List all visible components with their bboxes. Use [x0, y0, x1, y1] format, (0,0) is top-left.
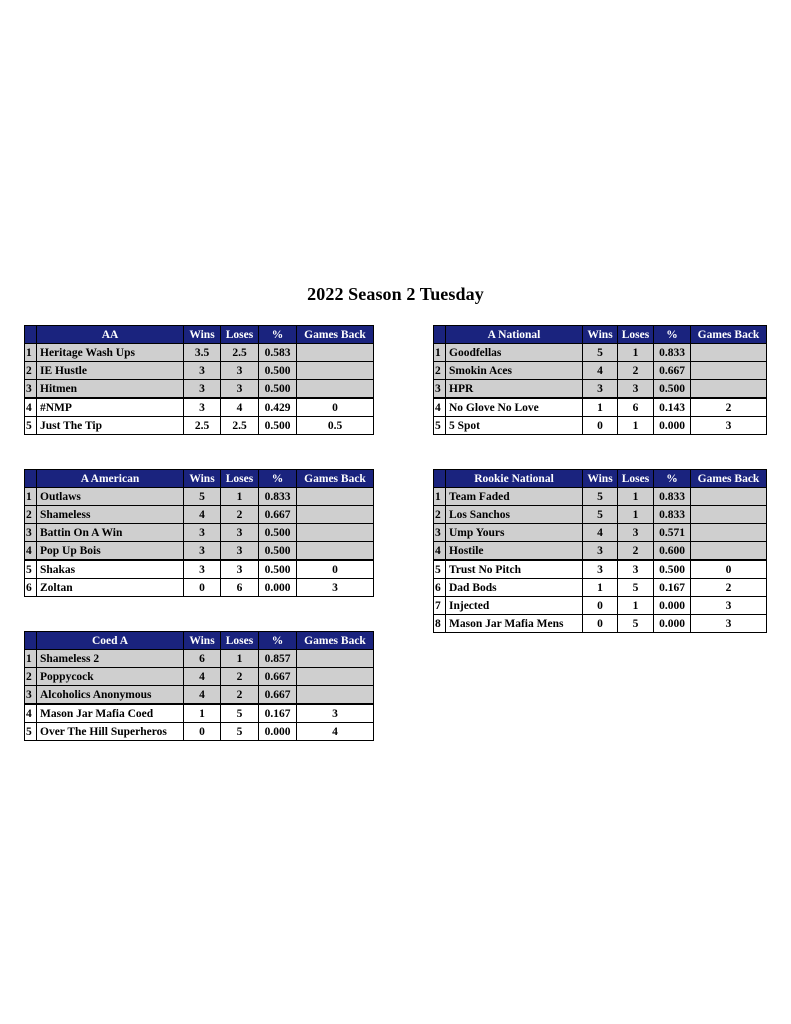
win-pct: 0.600 — [654, 542, 691, 561]
loses: 5 — [618, 579, 654, 597]
team-name: Outlaws — [37, 488, 184, 506]
games-back — [691, 362, 767, 380]
win-pct: 0.571 — [654, 524, 691, 542]
division-name: A American — [37, 470, 184, 488]
games-back — [297, 488, 374, 506]
rank: 4 — [434, 398, 446, 417]
table-row — [434, 380, 767, 399]
table-row — [434, 506, 767, 524]
win-pct: 0.143 — [654, 398, 691, 417]
wins: 3 — [184, 542, 221, 561]
wins-header: Wins — [583, 326, 618, 344]
loses: 2 — [618, 362, 654, 380]
win-pct: 0.167 — [654, 579, 691, 597]
loses: 1 — [618, 344, 654, 362]
games-back: 0 — [691, 560, 767, 579]
standings-table-rookie-national — [433, 469, 767, 633]
team-name: Mason Jar Mafia Mens — [446, 615, 583, 633]
team-name: Shakas — [37, 560, 184, 579]
games-back: 3 — [691, 417, 767, 435]
table-header — [434, 470, 767, 488]
table-row — [25, 362, 374, 380]
wins: 3 — [583, 380, 618, 399]
team-name: Trust No Pitch — [446, 560, 583, 579]
rank: 5 — [25, 723, 37, 741]
wins: 3 — [583, 560, 618, 579]
table-header — [25, 632, 374, 650]
wins: 0 — [184, 723, 221, 741]
loses: 2 — [221, 506, 259, 524]
table-row — [25, 560, 374, 579]
division-name: Coed A — [37, 632, 184, 650]
loses: 1 — [618, 597, 654, 615]
team-name: Ump Yours — [446, 524, 583, 542]
rank: 2 — [25, 362, 37, 380]
loses: 2 — [221, 686, 259, 705]
wins-header: Wins — [184, 632, 221, 650]
win-pct: 0.500 — [259, 560, 297, 579]
wins: 3 — [184, 398, 221, 417]
games-back — [297, 380, 374, 399]
games-back — [691, 542, 767, 561]
loses: 2 — [221, 668, 259, 686]
games-back — [691, 380, 767, 399]
wins: 5 — [583, 344, 618, 362]
win-pct: 0.429 — [259, 398, 297, 417]
standings-table-aa — [24, 325, 374, 435]
pct-header: % — [259, 326, 297, 344]
loses: 1 — [618, 488, 654, 506]
loses: 1 — [618, 506, 654, 524]
win-pct: 0.500 — [259, 417, 297, 435]
rank: 3 — [25, 524, 37, 542]
table-header — [434, 326, 767, 344]
games-back: 2 — [691, 398, 767, 417]
loses: 3 — [221, 524, 259, 542]
wins: 4 — [184, 506, 221, 524]
wins: 4 — [583, 524, 618, 542]
win-pct: 0.500 — [259, 362, 297, 380]
loses: 3 — [221, 362, 259, 380]
wins-header: Wins — [184, 470, 221, 488]
rank: 5 — [25, 560, 37, 579]
table-row — [434, 579, 767, 597]
loses: 5 — [221, 723, 259, 741]
table-row — [25, 506, 374, 524]
team-name: Team Faded — [446, 488, 583, 506]
loses: 5 — [618, 615, 654, 633]
wins: 2.5 — [184, 417, 221, 435]
wins: 4 — [184, 668, 221, 686]
games-back — [297, 344, 374, 362]
games-back — [297, 650, 374, 668]
table-header — [25, 470, 374, 488]
loses: 3 — [618, 380, 654, 399]
rank: 4 — [25, 704, 37, 723]
loses: 3 — [618, 560, 654, 579]
win-pct: 0.667 — [259, 686, 297, 705]
rank: 1 — [25, 650, 37, 668]
loses: 3 — [221, 380, 259, 399]
pct-header: % — [259, 632, 297, 650]
games-back — [691, 524, 767, 542]
win-pct: 0.167 — [259, 704, 297, 723]
wins: 1 — [583, 398, 618, 417]
win-pct: 0.500 — [259, 542, 297, 561]
table-row — [25, 488, 374, 506]
pct-header: % — [259, 470, 297, 488]
loses: 2.5 — [221, 344, 259, 362]
table-row — [434, 417, 767, 435]
loses: 1 — [221, 488, 259, 506]
team-name: Injected — [446, 597, 583, 615]
loses: 2.5 — [221, 417, 259, 435]
team-name: 5 Spot — [446, 417, 583, 435]
team-name: Zoltan — [37, 579, 184, 597]
table-row — [25, 650, 374, 668]
wins-header: Wins — [583, 470, 618, 488]
games-back: 0 — [297, 398, 374, 417]
rank: 1 — [25, 488, 37, 506]
rank: 1 — [25, 344, 37, 362]
pct-header: % — [654, 326, 691, 344]
loses: 1 — [221, 650, 259, 668]
rank: 1 — [434, 488, 446, 506]
loses-header: Loses — [221, 470, 259, 488]
win-pct: 0.500 — [259, 380, 297, 399]
win-pct: 0.833 — [654, 506, 691, 524]
games-back: 3 — [297, 704, 374, 723]
table-row — [25, 524, 374, 542]
table-row — [434, 560, 767, 579]
win-pct: 0.000 — [259, 579, 297, 597]
win-pct: 0.667 — [259, 668, 297, 686]
team-name: HPR — [446, 380, 583, 399]
games-back: 3 — [691, 597, 767, 615]
wins: 3 — [184, 560, 221, 579]
team-name: Poppycock — [37, 668, 184, 686]
rank: 6 — [25, 579, 37, 597]
win-pct: 0.500 — [654, 380, 691, 399]
wins: 0 — [583, 615, 618, 633]
win-pct: 0.833 — [654, 488, 691, 506]
win-pct: 0.500 — [654, 560, 691, 579]
team-name: Shameless — [37, 506, 184, 524]
win-pct: 0.000 — [654, 417, 691, 435]
rank: 2 — [434, 506, 446, 524]
win-pct: 0.500 — [259, 524, 297, 542]
wins: 0 — [184, 579, 221, 597]
team-name: IE Hustle — [37, 362, 184, 380]
wins: 3 — [184, 362, 221, 380]
wins: 3 — [184, 380, 221, 399]
table-header — [25, 326, 374, 344]
wins: 1 — [583, 579, 618, 597]
table-row — [434, 615, 767, 633]
games-back: 0.5 — [297, 417, 374, 435]
rank: 3 — [25, 686, 37, 705]
win-pct: 0.667 — [259, 506, 297, 524]
page-title: 2022 Season 2 Tuesday — [307, 284, 484, 304]
table-row — [25, 686, 374, 705]
loses: 3 — [618, 524, 654, 542]
wins: 0 — [583, 597, 618, 615]
table-row — [25, 668, 374, 686]
loses: 4 — [221, 398, 259, 417]
rank: 8 — [434, 615, 446, 633]
wins: 3 — [583, 542, 618, 561]
division-name: Rookie National — [446, 470, 583, 488]
games-back — [691, 344, 767, 362]
rank: 5 — [434, 417, 446, 435]
table-row — [434, 524, 767, 542]
games-back — [297, 506, 374, 524]
table-row — [25, 398, 374, 417]
loses: 6 — [618, 398, 654, 417]
games-back-header: Games Back — [297, 326, 374, 344]
team-name: Pop Up Bois — [37, 542, 184, 561]
rank-header — [25, 632, 37, 650]
games-back-header: Games Back — [297, 632, 374, 650]
rank: 4 — [25, 542, 37, 561]
division-name: A National — [446, 326, 583, 344]
table-row — [25, 417, 374, 435]
standings-table-a-national — [433, 325, 767, 435]
wins: 4 — [583, 362, 618, 380]
win-pct: 0.000 — [654, 597, 691, 615]
loses-header: Loses — [618, 326, 654, 344]
team-name: Dad Bods — [446, 579, 583, 597]
rank-header — [25, 326, 37, 344]
win-pct: 0.833 — [654, 344, 691, 362]
table-row — [434, 398, 767, 417]
games-back — [297, 686, 374, 705]
wins: 3 — [184, 524, 221, 542]
team-name: Heritage Wash Ups — [37, 344, 184, 362]
wins: 0 — [583, 417, 618, 435]
rank: 5 — [434, 560, 446, 579]
games-back: 3 — [691, 615, 767, 633]
rank: 4 — [25, 398, 37, 417]
rank: 2 — [25, 506, 37, 524]
games-back: 3 — [297, 579, 374, 597]
wins: 5 — [184, 488, 221, 506]
games-back — [297, 542, 374, 561]
rank: 2 — [434, 362, 446, 380]
loses-header: Loses — [221, 326, 259, 344]
team-name: No Glove No Love — [446, 398, 583, 417]
table-row — [434, 597, 767, 615]
games-back — [691, 506, 767, 524]
table-row — [434, 362, 767, 380]
loses-header: Loses — [618, 470, 654, 488]
wins: 5 — [583, 506, 618, 524]
table-row — [25, 344, 374, 362]
team-name: Over The Hill Superheros — [37, 723, 184, 741]
rank: 1 — [434, 344, 446, 362]
pct-header: % — [654, 470, 691, 488]
loses: 3 — [221, 542, 259, 561]
games-back: 2 — [691, 579, 767, 597]
wins: 6 — [184, 650, 221, 668]
win-pct: 0.833 — [259, 488, 297, 506]
team-name: #NMP — [37, 398, 184, 417]
team-name: Hostile — [446, 542, 583, 561]
rank-header — [434, 326, 446, 344]
loses: 1 — [618, 417, 654, 435]
table-row — [25, 723, 374, 741]
games-back: 4 — [297, 723, 374, 741]
loses: 5 — [221, 704, 259, 723]
games-back — [691, 488, 767, 506]
wins-header: Wins — [184, 326, 221, 344]
table-row — [434, 344, 767, 362]
rank: 2 — [25, 668, 37, 686]
team-name: Hitmen — [37, 380, 184, 399]
win-pct: 0.000 — [654, 615, 691, 633]
wins: 4 — [184, 686, 221, 705]
loses-header: Loses — [221, 632, 259, 650]
team-name: Alcoholics Anonymous — [37, 686, 184, 705]
rank-header — [434, 470, 446, 488]
games-back — [297, 668, 374, 686]
team-name: Just The Tip — [37, 417, 184, 435]
rank: 3 — [25, 380, 37, 399]
rank: 4 — [434, 542, 446, 561]
table-row — [25, 542, 374, 561]
games-back-header: Games Back — [691, 470, 767, 488]
team-name: Battin On A Win — [37, 524, 184, 542]
wins: 1 — [184, 704, 221, 723]
table-row — [25, 704, 374, 723]
wins: 5 — [583, 488, 618, 506]
rank: 6 — [434, 579, 446, 597]
win-pct: 0.583 — [259, 344, 297, 362]
win-pct: 0.000 — [259, 723, 297, 741]
games-back: 0 — [297, 560, 374, 579]
team-name: Shameless 2 — [37, 650, 184, 668]
loses: 3 — [221, 560, 259, 579]
loses: 6 — [221, 579, 259, 597]
games-back — [297, 362, 374, 380]
table-row — [434, 488, 767, 506]
rank: 5 — [25, 417, 37, 435]
standings-table-coed-a — [24, 631, 374, 741]
team-name: Mason Jar Mafia Coed — [37, 704, 184, 723]
table-row — [25, 380, 374, 399]
win-pct: 0.857 — [259, 650, 297, 668]
division-name: AA — [37, 326, 184, 344]
rank: 7 — [434, 597, 446, 615]
table-row — [434, 542, 767, 561]
team-name: Goodfellas — [446, 344, 583, 362]
loses: 2 — [618, 542, 654, 561]
team-name: Los Sanchos — [446, 506, 583, 524]
rank: 3 — [434, 524, 446, 542]
rank-header — [25, 470, 37, 488]
wins: 3.5 — [184, 344, 221, 362]
games-back — [297, 524, 374, 542]
games-back-header: Games Back — [297, 470, 374, 488]
rank: 3 — [434, 380, 446, 399]
standings-table-a-american — [24, 469, 374, 597]
win-pct: 0.667 — [654, 362, 691, 380]
games-back-header: Games Back — [691, 326, 767, 344]
table-row — [25, 579, 374, 597]
team-name: Smokin Aces — [446, 362, 583, 380]
